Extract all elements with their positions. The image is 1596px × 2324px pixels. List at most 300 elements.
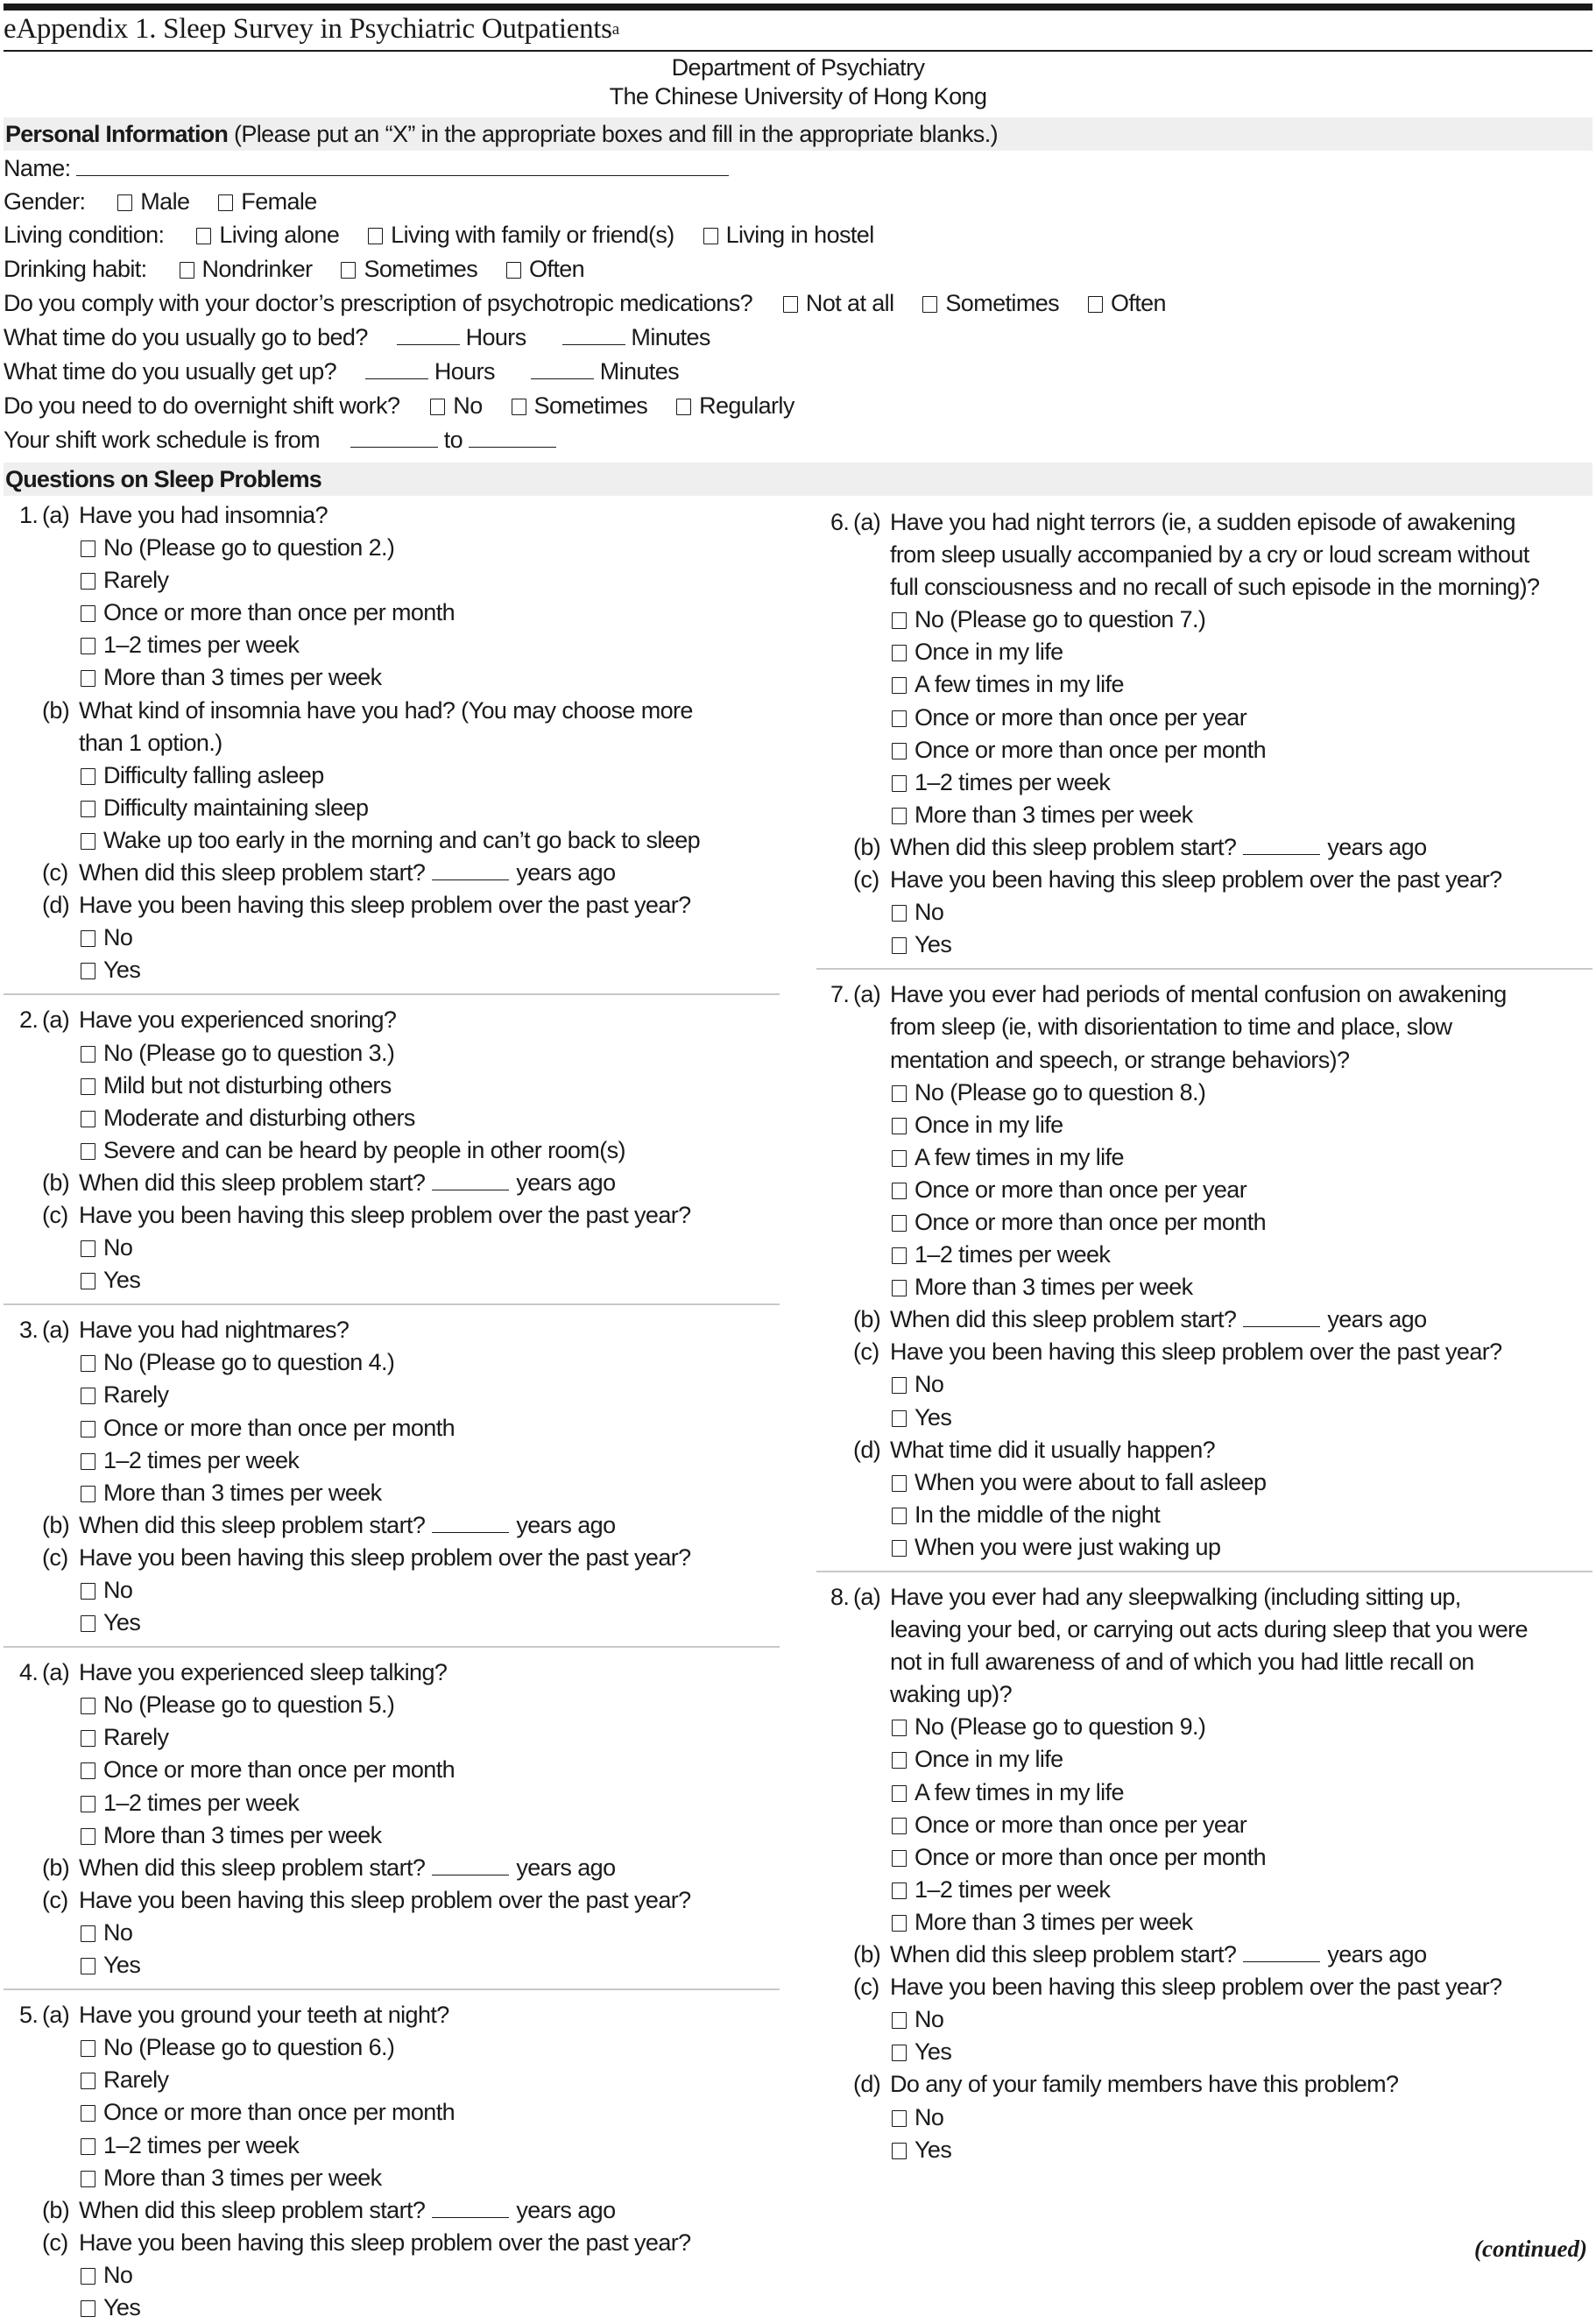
answer-option[interactable] — [4, 1037, 780, 1070]
option-label: More than 3 times per week — [103, 1479, 382, 1506]
checkbox[interactable] — [703, 228, 718, 244]
getup-row — [4, 357, 679, 385]
option-label: Severe and can be heard by people in other room(s) — [103, 1136, 625, 1163]
years-ago-label: years ago — [1327, 833, 1427, 860]
checkbox[interactable] — [81, 768, 95, 785]
checkbox[interactable] — [81, 801, 95, 817]
bedtime-minutes-label: Minutes — [631, 324, 710, 350]
sub-question-letter: (b) — [42, 696, 70, 724]
checkbox[interactable] — [892, 1410, 907, 1427]
answer-option[interactable] — [4, 1917, 780, 1949]
sub-question-text: Have you been having this sleep problem over the past year? — [79, 1543, 691, 1571]
checkbox[interactable] — [892, 775, 907, 792]
answer-option[interactable] — [4, 597, 780, 629]
answer-option[interactable] — [4, 1445, 780, 1477]
option-label: No (Please go to question 9.) — [915, 1713, 1206, 1741]
answer-option[interactable] — [4, 1574, 780, 1607]
sub-question — [4, 1542, 780, 1574]
checkbox[interactable] — [892, 2143, 907, 2159]
answer-option[interactable] — [816, 1141, 1592, 1174]
sub-question-text: Have you had night terrors (ie, a sudden episode of awakening — [890, 509, 1515, 535]
answer-option[interactable] — [4, 759, 780, 792]
bedtime-row — [4, 323, 710, 351]
checkbox[interactable] — [892, 937, 907, 954]
onset-row — [4, 1167, 780, 1199]
checkbox[interactable] — [81, 2171, 95, 2187]
answer-option[interactable] — [816, 2101, 1592, 2134]
answer-option[interactable] — [4, 2292, 780, 2324]
checkbox[interactable] — [81, 2040, 95, 2057]
question-number: 1. — [19, 502, 39, 528]
checkbox[interactable] — [892, 905, 907, 922]
checkbox[interactable] — [892, 1475, 907, 1492]
checkbox[interactable] — [81, 2268, 95, 2285]
sub-question — [4, 1314, 780, 1346]
option-label: A few times in my life — [915, 671, 1124, 698]
answer-option[interactable] — [4, 1412, 780, 1445]
checkbox[interactable] — [430, 399, 445, 415]
checkbox[interactable] — [81, 2300, 95, 2317]
answer-option[interactable] — [4, 1689, 780, 1721]
shift-option-no[interactable]: No — [430, 392, 482, 420]
checkbox[interactable] — [892, 1085, 907, 1102]
answer-option[interactable] — [816, 1174, 1592, 1206]
drinking-option-often[interactable]: Often — [506, 255, 584, 283]
checkbox[interactable] — [81, 605, 95, 622]
getup-minutes-field[interactable] — [531, 359, 594, 379]
answer-option[interactable] — [4, 661, 780, 694]
answer-option[interactable] — [816, 2134, 1592, 2166]
living-option-alone[interactable]: Living alone — [196, 221, 339, 249]
drinking-label: Drinking habit: — [4, 256, 147, 282]
checkbox[interactable] — [892, 1215, 907, 1232]
answer-option[interactable] — [4, 792, 780, 824]
option-label: Yes — [915, 931, 952, 958]
checkbox[interactable] — [892, 1752, 907, 1769]
option-label: Mild but not disturbing others — [103, 1071, 392, 1098]
years-ago-field[interactable] — [1243, 835, 1320, 855]
answer-option[interactable] — [816, 1809, 1592, 1841]
checkbox[interactable] — [81, 2073, 95, 2089]
compliance-option-not-at-all[interactable]: Not at all — [783, 289, 894, 317]
checkbox[interactable] — [892, 1118, 907, 1134]
checkbox[interactable] — [922, 296, 937, 313]
onset-row — [4, 1852, 780, 1884]
checkbox[interactable] — [81, 540, 95, 557]
answer-option[interactable] — [816, 1499, 1592, 1531]
schedule-row — [4, 426, 556, 454]
checkbox[interactable] — [81, 1355, 95, 1372]
answer-option[interactable] — [816, 1466, 1592, 1499]
question-6 — [816, 506, 1592, 961]
checkbox[interactable] — [892, 808, 907, 824]
sub-question-letter: (c) — [853, 1974, 879, 2001]
sub-question — [816, 978, 1592, 1011]
option-label: No — [103, 1918, 133, 1946]
answer-option[interactable] — [4, 1102, 780, 1134]
sub-question — [816, 1434, 1592, 1466]
years-ago-field[interactable] — [432, 1855, 509, 1875]
getup-minutes-label: Minutes — [599, 358, 680, 385]
getup-hours-label: Hours — [434, 358, 495, 385]
answer-option[interactable] — [4, 1949, 780, 1981]
option-label: Once or more than once per year — [915, 703, 1247, 731]
answer-option[interactable] — [4, 1754, 780, 1786]
answer-option[interactable] — [4, 1819, 780, 1852]
sub-question-letter: (b) — [42, 1511, 70, 1538]
checkbox[interactable] — [81, 1796, 95, 1812]
checkbox[interactable] — [892, 1280, 907, 1296]
answer-option[interactable] — [816, 896, 1592, 929]
checkbox[interactable] — [783, 296, 798, 313]
question-continuation — [816, 571, 1592, 604]
checkbox[interactable] — [892, 612, 907, 629]
answer-option[interactable] — [816, 604, 1592, 636]
option-label: Once or more than once per month — [915, 736, 1267, 763]
checkbox[interactable] — [892, 1508, 907, 1524]
question-continuation — [816, 539, 1592, 571]
years-ago-field[interactable] — [432, 1513, 509, 1533]
answer-option[interactable] — [4, 2096, 780, 2129]
answer-option[interactable] — [816, 734, 1592, 766]
option-label: Rarely — [103, 1381, 169, 1409]
question-text-line: than 1 option.) — [79, 729, 222, 756]
option-label: Once or more than once per year — [915, 1811, 1247, 1838]
years-ago-field[interactable] — [432, 2198, 509, 2218]
answer-option[interactable] — [4, 922, 780, 954]
option-label: Once or more than once per month — [103, 599, 455, 626]
answer-option[interactable] — [816, 1531, 1592, 1564]
answer-option[interactable] — [816, 1841, 1592, 1874]
checkbox[interactable] — [81, 833, 95, 850]
checkbox[interactable] — [81, 1583, 95, 1600]
sub-question-letter: (a) — [42, 1659, 70, 1686]
bedtime-label: What time do you usually go to bed? — [4, 324, 368, 350]
answer-option[interactable] — [4, 1264, 780, 1296]
checkbox[interactable] — [180, 262, 194, 279]
checkbox[interactable] — [81, 1273, 95, 1289]
sub-question-letter: (c) — [42, 1543, 68, 1571]
checkbox[interactable] — [81, 963, 95, 979]
years-ago-field[interactable] — [1243, 1942, 1320, 1962]
question-separator — [816, 1571, 1592, 1572]
checkbox[interactable] — [81, 1828, 95, 1845]
answer-option[interactable] — [4, 564, 780, 597]
answer-option[interactable] — [816, 766, 1592, 799]
question-text-line: not in full awareness of and of which you had little recall on — [890, 1649, 1474, 1676]
sub-question-letter: (b) — [42, 2196, 70, 2223]
living-option-family[interactable]: Living with family or friend(s) — [368, 221, 674, 249]
sub-question-letter: (c) — [42, 1886, 68, 1913]
sub-question-text: Have you had nightmares? — [79, 1317, 350, 1344]
question-continuation — [816, 1044, 1592, 1077]
checkbox[interactable] — [892, 2110, 907, 2127]
bedtime-minutes-field[interactable] — [562, 325, 625, 345]
sub-question-letter: (c) — [42, 2229, 68, 2256]
checkbox[interactable] — [892, 710, 907, 727]
years-ago-label: years ago — [516, 859, 616, 887]
question-2 — [4, 1004, 780, 1296]
answer-option[interactable] — [816, 1402, 1592, 1434]
name-label: Name: — [4, 155, 71, 181]
option-label: More than 3 times per week — [103, 1821, 382, 1848]
answer-option[interactable] — [816, 1874, 1592, 1906]
option-label: More than 3 times per week — [103, 2164, 382, 2191]
title-text: eAppendix 1. Sleep Survey in Psychiatric Outpatients — [4, 13, 612, 45]
checkbox[interactable] — [81, 1046, 95, 1063]
answer-option[interactable] — [816, 1206, 1592, 1239]
checkbox[interactable] — [506, 262, 521, 279]
answer-option[interactable] — [4, 1721, 780, 1754]
checkbox[interactable] — [81, 1388, 95, 1404]
checkbox[interactable] — [892, 1377, 907, 1394]
checkbox[interactable] — [218, 194, 233, 211]
sub-question-text: Have you ever had any sleepwalking (including sitting up, — [890, 1584, 1461, 1610]
checkbox[interactable] — [81, 670, 95, 687]
sub-question-text: Have you been having this sleep problem over the past year? — [79, 1201, 691, 1228]
answer-option[interactable] — [4, 1232, 780, 1264]
option-label: No — [103, 1234, 133, 1261]
option-label: Wake up too early in the morning and can’t go back to sleep — [103, 826, 701, 853]
top-rule — [4, 4, 1592, 11]
answer-option[interactable] — [816, 1743, 1592, 1776]
checkbox[interactable] — [81, 1730, 95, 1747]
option-label: No — [103, 1577, 133, 1603]
sub-question-text: Have you experienced snoring? — [79, 1007, 397, 1034]
checkbox[interactable] — [892, 677, 907, 694]
checkbox[interactable] — [81, 930, 95, 947]
checkbox[interactable] — [892, 1883, 907, 1899]
answer-option[interactable] — [816, 1777, 1592, 1809]
questions-heading: Questions on Sleep Problems — [5, 466, 321, 492]
sub-question-text: Do any of your family members have this problem? — [890, 2071, 1399, 2098]
title-footnote-marker: a — [611, 20, 619, 39]
question-separator — [4, 993, 780, 995]
sub-question — [4, 889, 780, 922]
compliance-option-sometimes[interactable]: Sometimes — [922, 289, 1059, 317]
checkbox[interactable] — [892, 743, 907, 759]
years-ago-field[interactable] — [1243, 1307, 1320, 1327]
schedule-to-label: to — [443, 427, 463, 453]
question-number: 7. — [830, 981, 850, 1008]
checkbox[interactable] — [1088, 296, 1103, 313]
sub-question — [816, 864, 1592, 896]
years-ago-label: years ago — [516, 1854, 616, 1881]
drinking-option-nondrinker[interactable]: Nondrinker — [180, 255, 313, 283]
answer-option[interactable] — [4, 2031, 780, 2064]
answer-option[interactable] — [816, 702, 1592, 734]
checkbox[interactable] — [81, 2138, 95, 2155]
answer-option[interactable] — [4, 1477, 780, 1509]
answer-option[interactable] — [816, 1271, 1592, 1303]
checkbox[interactable] — [512, 399, 526, 415]
option-label: 1–2 times per week — [103, 1789, 300, 1816]
checkbox[interactable] — [892, 2012, 907, 2029]
checkbox[interactable] — [892, 1915, 907, 1932]
answer-option[interactable] — [816, 668, 1592, 701]
compliance-option-often[interactable]: Often — [1088, 289, 1166, 317]
question-text-line: from sleep (ie, with disorientation to time and place, slow — [890, 1014, 1452, 1041]
answer-option[interactable] — [4, 532, 780, 564]
sub-question-letter: (b) — [853, 1941, 881, 1968]
answer-option[interactable] — [816, 1368, 1592, 1401]
question-number: 5. — [19, 2002, 39, 2029]
checkbox[interactable] — [81, 1958, 95, 1974]
option-label: Yes — [103, 1952, 141, 1979]
years-ago-field[interactable] — [432, 860, 509, 880]
answer-option[interactable] — [4, 2130, 780, 2162]
years-ago-field[interactable] — [432, 1170, 509, 1190]
option-label: 1–2 times per week — [915, 768, 1111, 795]
question-continuation — [816, 1011, 1592, 1043]
answer-option[interactable] — [4, 2259, 780, 2292]
option-label: Once in my life — [915, 639, 1063, 666]
answer-option[interactable] — [816, 1109, 1592, 1141]
answer-option[interactable] — [4, 2162, 780, 2194]
answer-option[interactable] — [816, 2036, 1592, 2068]
answer-option[interactable] — [4, 629, 780, 661]
sub-question — [816, 1581, 1592, 1614]
answer-option[interactable] — [4, 1070, 780, 1102]
checkbox[interactable] — [892, 1540, 907, 1557]
onset-row — [816, 1939, 1592, 1971]
onset-row — [4, 1509, 780, 1542]
bedtime-hours-field[interactable] — [397, 325, 460, 345]
schedule-label: Your shift work schedule is from — [4, 427, 320, 453]
sub-question-text: When did this sleep problem start? — [79, 859, 426, 887]
checkbox[interactable] — [81, 1078, 95, 1095]
checkbox[interactable] — [892, 1785, 907, 1802]
checkbox[interactable] — [81, 638, 95, 654]
checkbox[interactable] — [81, 1615, 95, 1632]
checkbox[interactable] — [892, 2045, 907, 2061]
checkbox[interactable] — [81, 1925, 95, 1942]
sub-question — [816, 1971, 1592, 2003]
question-separator — [4, 1303, 780, 1305]
answer-option[interactable] — [816, 2003, 1592, 2036]
checkbox[interactable] — [892, 1183, 907, 1199]
checkbox[interactable] — [892, 1720, 907, 1736]
sub-question — [816, 2068, 1592, 2101]
answer-option[interactable] — [4, 1346, 780, 1379]
question-5 — [4, 1999, 780, 2324]
option-label: Once or more than once per month — [103, 1756, 455, 1784]
questions-band — [4, 463, 1592, 496]
checkbox[interactable] — [892, 1247, 907, 1264]
checkbox[interactable] — [81, 1453, 95, 1470]
answer-option[interactable] — [4, 954, 780, 986]
answer-option[interactable] — [816, 1239, 1592, 1271]
answer-option[interactable] — [4, 2064, 780, 2096]
option-label: Yes — [915, 2136, 952, 2163]
personal-info-heading: Personal Information — [5, 121, 229, 147]
checkbox[interactable] — [368, 228, 383, 244]
getup-hours-field[interactable] — [365, 359, 428, 379]
sub-question-letter: (c) — [853, 866, 879, 894]
option-label: Yes — [915, 2038, 952, 2066]
sub-question — [4, 1199, 780, 1232]
answer-option[interactable] — [816, 929, 1592, 961]
compliance-label: Do you comply with your doctor’s prescription of psychotropic medications? — [4, 290, 753, 316]
answer-option[interactable] — [4, 1607, 780, 1639]
question-number: 3. — [19, 1317, 39, 1344]
option-label: Rarely — [103, 2066, 169, 2094]
answer-option[interactable] — [816, 1906, 1592, 1939]
question-text-line: full consciousness and no recall of such episode in the morning)? — [890, 574, 1540, 601]
shift-option-regularly[interactable]: Regularly — [676, 392, 794, 420]
answer-option[interactable] — [4, 1134, 780, 1167]
question-continuation — [816, 1678, 1592, 1711]
checkbox[interactable] — [892, 645, 907, 661]
answer-option[interactable] — [816, 1711, 1592, 1743]
onset-row — [4, 857, 780, 889]
answer-option[interactable] — [816, 636, 1592, 668]
sub-question-letter: (c) — [42, 859, 68, 887]
sub-question-text: Have you ever had periods of mental confusion on awakening — [890, 981, 1507, 1008]
sub-question-letter: (a) — [853, 981, 881, 1008]
checkbox[interactable] — [81, 2105, 95, 2122]
sub-question-text: What time did it usually happen? — [890, 1436, 1216, 1463]
checkbox[interactable] — [892, 1850, 907, 1867]
compliance-row — [4, 289, 1166, 317]
question-text-line: waking up)? — [890, 1681, 1012, 1708]
gender-option-female[interactable]: Female — [218, 187, 316, 215]
option-label: More than 3 times per week — [915, 801, 1193, 828]
checkbox[interactable] — [81, 1698, 95, 1714]
option-label: No (Please go to question 3.) — [103, 1039, 395, 1066]
sub-question — [4, 1004, 780, 1036]
checkbox[interactable] — [81, 1762, 95, 1779]
living-option-hostel[interactable]: Living in hostel — [703, 221, 874, 249]
sub-question-text: When did this sleep problem start? — [79, 2196, 426, 2223]
sub-question-text: Have you experienced sleep talking? — [79, 1659, 448, 1686]
checkbox[interactable] — [81, 1421, 95, 1437]
living-row — [4, 221, 874, 249]
checkbox[interactable] — [81, 1143, 95, 1160]
answer-option[interactable] — [4, 1787, 780, 1819]
option-label: No — [915, 2103, 944, 2130]
answer-option[interactable] — [816, 799, 1592, 831]
schedule-to-field[interactable] — [469, 427, 556, 448]
answer-option[interactable] — [4, 824, 780, 857]
sub-question-letter: (b) — [853, 833, 881, 860]
question-number: 4. — [19, 1659, 39, 1686]
checkbox[interactable] — [892, 1818, 907, 1834]
checkbox[interactable] — [341, 262, 356, 279]
option-label: 1–2 times per week — [103, 1446, 300, 1473]
gender-option-male[interactable]: Male — [117, 187, 189, 215]
answer-option[interactable] — [816, 1077, 1592, 1109]
checkbox[interactable] — [81, 573, 95, 590]
schedule-from-field[interactable] — [350, 427, 438, 448]
shift-option-sometimes[interactable]: Sometimes — [512, 392, 648, 420]
checkbox[interactable] — [676, 399, 691, 415]
checkbox[interactable] — [892, 1150, 907, 1167]
question-4 — [4, 1656, 780, 1981]
personal-info-instruction: (Please put an “X” in the appropriate boxes and fill in the appropriate blanks.) — [233, 121, 998, 147]
drinking-option-sometimes[interactable]: Sometimes — [341, 255, 477, 283]
checkbox[interactable] — [117, 194, 132, 211]
sub-question-letter: (c) — [853, 1339, 879, 1366]
sub-question-letter: (a) — [42, 1007, 70, 1034]
name-field[interactable] — [76, 156, 729, 176]
option-label: No (Please go to question 7.) — [915, 606, 1206, 633]
checkbox[interactable] — [81, 1486, 95, 1502]
checkbox[interactable] — [196, 228, 211, 244]
answer-option[interactable] — [4, 1379, 780, 1411]
checkbox[interactable] — [81, 1111, 95, 1127]
checkbox[interactable] — [81, 1240, 95, 1257]
